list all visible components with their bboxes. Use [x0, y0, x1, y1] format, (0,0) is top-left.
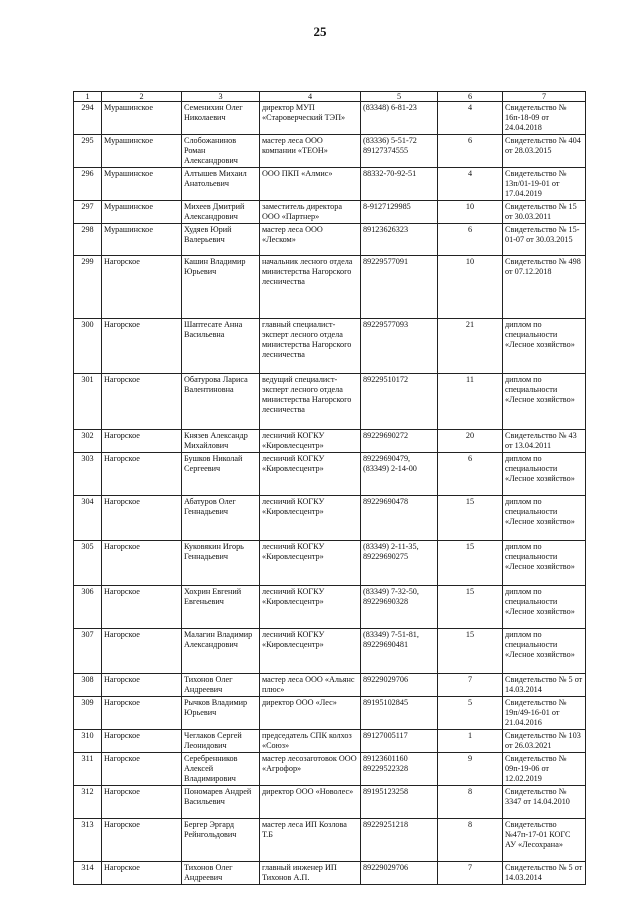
position-cell: лесничий КОГКУ «Кировлесцентр» — [260, 496, 361, 541]
person-name-cell: Рычков Владимир Юрьевич — [182, 697, 260, 730]
column-header: 7 — [503, 92, 586, 102]
table-row — [74, 674, 586, 697]
document-cell: Свидетельство № 16п-18-09 от 24.04.2018 — [503, 102, 586, 135]
phone-cell: 89123601160 89229522328 — [361, 753, 438, 786]
row-number: 301 — [74, 374, 102, 430]
document-cell: диплом по специальности «Лесное хозяйство» — [503, 319, 586, 374]
table-row — [74, 819, 586, 862]
district-cell: Нагорское — [102, 753, 182, 786]
row-number: 296 — [74, 168, 102, 201]
position-cell: ведущий специалист-эксперт лесного отдела министерства Нагорского лесничества — [260, 374, 361, 430]
district-cell: Нагорское — [102, 862, 182, 885]
district-cell: Нагорское — [102, 786, 182, 819]
column-number-row — [74, 92, 586, 102]
registry-table — [73, 91, 586, 885]
district-cell: Нагорское — [102, 629, 182, 674]
phone-cell: 89127005117 — [361, 730, 438, 753]
phone-cell: (83349) 7-32-50, 89229690328 — [361, 586, 438, 629]
document-cell: Свидетельство №47п-17-01 КОГС АУ «Лесохрана» — [503, 819, 586, 862]
table-row — [74, 453, 586, 496]
phone-cell: 88332-70-92-51 — [361, 168, 438, 201]
phone-cell: (83349) 2-11-35, 89229690275 — [361, 541, 438, 586]
phone-cell: (83349) 7-51-81, 89229690481 — [361, 629, 438, 674]
position-cell: директор ООО «Лес» — [260, 697, 361, 730]
row-number: 297 — [74, 201, 102, 224]
person-name-cell: Слобожанинов Роман Александрович — [182, 135, 260, 168]
document-cell: Свидетельство № 404 от 28.03.2015 — [503, 135, 586, 168]
document-cell: Свидетельство № 5 от 14.03.2014 — [503, 674, 586, 697]
person-name-cell: Куковякин Игорь Геннадьевич — [182, 541, 260, 586]
row-number: 299 — [74, 256, 102, 319]
district-cell: Нагорское — [102, 374, 182, 430]
district-cell: Нагорское — [102, 256, 182, 319]
table-row — [74, 753, 586, 786]
person-name-cell: Абатуров Олег Геннадьевич — [182, 496, 260, 541]
row-number: 304 — [74, 496, 102, 541]
document-cell: Свидетельство № 498 от 07.12.2018 — [503, 256, 586, 319]
table-row — [74, 697, 586, 730]
position-cell: директор МУП «Староверческий ТЭП» — [260, 102, 361, 135]
document-cell: диплом по специальности «Лесное хозяйство» — [503, 453, 586, 496]
experience-cell: 21 — [438, 319, 503, 374]
experience-cell: 7 — [438, 862, 503, 885]
table-row — [74, 496, 586, 541]
district-cell: Мурашинское — [102, 168, 182, 201]
district-cell: Мурашинское — [102, 102, 182, 135]
district-cell: Мурашинское — [102, 201, 182, 224]
position-cell: лесничий КОГКУ «Кировлесцентр» — [260, 629, 361, 674]
document-cell: диплом по специальности «Лесное хозяйство» — [503, 586, 586, 629]
experience-cell: 11 — [438, 374, 503, 430]
document-cell: Свидетельство № 103 от 26.03.2021 — [503, 730, 586, 753]
district-cell: Нагорское — [102, 430, 182, 453]
person-name-cell: Серебренников Алексей Владимирович — [182, 753, 260, 786]
person-name-cell: Пономарев Андрей Васильевич — [182, 786, 260, 819]
document-cell: Свидетельство № 43 от 13.04.2011 — [503, 430, 586, 453]
person-name-cell: Хохрин Евгений Евгеньевич — [182, 586, 260, 629]
row-number: 307 — [74, 629, 102, 674]
person-name-cell: Тихонов Олег Андреевич — [182, 862, 260, 885]
experience-cell: 4 — [438, 102, 503, 135]
person-name-cell: Алтышев Михаил Анатольевич — [182, 168, 260, 201]
person-name-cell: Худяев Юрий Валерьевич — [182, 224, 260, 256]
position-cell: лесничий КОГКУ «Кировлесцентр» — [260, 541, 361, 586]
phone-cell: (83336) 5-51-72 89127374555 — [361, 135, 438, 168]
position-cell: лесничий КОГКУ «Кировлесцентр» — [260, 586, 361, 629]
person-name-cell: Обатурова Лариса Валентиновна — [182, 374, 260, 430]
district-cell: Нагорское — [102, 453, 182, 496]
experience-cell: 15 — [438, 629, 503, 674]
phone-cell: (83348) 6-81-23 — [361, 102, 438, 135]
experience-cell: 5 — [438, 697, 503, 730]
table-row — [74, 102, 586, 135]
experience-cell: 7 — [438, 674, 503, 697]
document-cell: Свидетельство № 3347 от 14.04.2010 — [503, 786, 586, 819]
district-cell: Нагорское — [102, 496, 182, 541]
position-cell: председатель СПК колхоз «Союз» — [260, 730, 361, 753]
position-cell: лесничий КОГКУ «Кировлесцентр» — [260, 453, 361, 496]
position-cell: главный инженер ИП Тихонов А.П. — [260, 862, 361, 885]
document-cell: Свидетельство № 13п/01-19-01 от 17.04.2019 — [503, 168, 586, 201]
document-cell: диплом по специальности «Лесное хозяйство» — [503, 541, 586, 586]
table-row — [74, 168, 586, 201]
table-row — [74, 541, 586, 586]
column-header: 5 — [361, 92, 438, 102]
phone-cell: 89229690272 — [361, 430, 438, 453]
position-cell: директор ООО «Новолес» — [260, 786, 361, 819]
row-number: 303 — [74, 453, 102, 496]
registry-rows — [74, 102, 586, 885]
phone-cell: 89229690478 — [361, 496, 438, 541]
row-number: 306 — [74, 586, 102, 629]
row-number: 314 — [74, 862, 102, 885]
table-row — [74, 319, 586, 374]
person-name-cell: Чеглаков Сергей Леонидович — [182, 730, 260, 753]
person-name-cell: Князев Александр Михайлович — [182, 430, 260, 453]
person-name-cell: Шаптесате Анна Васильевна — [182, 319, 260, 374]
table-row — [74, 430, 586, 453]
district-cell: Нагорское — [102, 674, 182, 697]
column-header: 6 — [438, 92, 503, 102]
table-row — [74, 730, 586, 753]
person-name-cell: Бергер Эргард Рейнгольдович — [182, 819, 260, 862]
experience-cell: 15 — [438, 496, 503, 541]
phone-cell: 89229577093 — [361, 319, 438, 374]
position-cell: мастер лесозаготовок ООО «Агрофор» — [260, 753, 361, 786]
document-cell: Свидетельство № 5 от 14.03.2014 — [503, 862, 586, 885]
phone-cell: 8-9127129985 — [361, 201, 438, 224]
position-cell: главный специалист-эксперт лесного отдела министерства Нагорского лесничества — [260, 319, 361, 374]
experience-cell: 6 — [438, 135, 503, 168]
district-cell: Нагорское — [102, 319, 182, 374]
table-row — [74, 786, 586, 819]
table-row — [74, 629, 586, 674]
column-header: 3 — [182, 92, 260, 102]
phone-cell: 89229251218 — [361, 819, 438, 862]
row-number: 308 — [74, 674, 102, 697]
row-number: 305 — [74, 541, 102, 586]
position-cell: мастер леса ООО «Альянс плюс» — [260, 674, 361, 697]
document-cell: Свидетельство № 09п-19-06 от 12.02.2019 — [503, 753, 586, 786]
experience-cell: 9 — [438, 753, 503, 786]
experience-cell: 8 — [438, 786, 503, 819]
position-cell: заместитель директора ООО «Партнер» — [260, 201, 361, 224]
position-cell: мастер леса ООО «Леском» — [260, 224, 361, 256]
document-cell: диплом по специальности «Лесное хозяйство» — [503, 629, 586, 674]
district-cell: Нагорское — [102, 541, 182, 586]
district-cell: Мурашинское — [102, 135, 182, 168]
phone-cell: 89195123258 — [361, 786, 438, 819]
row-number: 295 — [74, 135, 102, 168]
person-name-cell: Тихонов Олег Андреевич — [182, 674, 260, 697]
column-header: 4 — [260, 92, 361, 102]
position-cell: лесничий КОГКУ «Кировлесцентр» — [260, 430, 361, 453]
person-name-cell: Михеев Дмитрий Александрович — [182, 201, 260, 224]
column-header: 1 — [74, 92, 102, 102]
district-cell: Нагорское — [102, 586, 182, 629]
row-number: 302 — [74, 430, 102, 453]
column-header: 2 — [102, 92, 182, 102]
district-cell: Мурашинское — [102, 224, 182, 256]
phone-cell: 89229510172 — [361, 374, 438, 430]
table-row — [74, 224, 586, 256]
phone-cell: 89229577091 — [361, 256, 438, 319]
experience-cell: 10 — [438, 201, 503, 224]
person-name-cell: Кашин Владимир Юрьевич — [182, 256, 260, 319]
person-name-cell: Малагин Владимир Александрович — [182, 629, 260, 674]
person-name-cell: Бушков Николай Сергеевич — [182, 453, 260, 496]
experience-cell: 8 — [438, 819, 503, 862]
experience-cell: 20 — [438, 430, 503, 453]
document-cell: Свидетельство № 15 от 30.03.2011 — [503, 201, 586, 224]
phone-cell: 89123626323 — [361, 224, 438, 256]
district-cell: Нагорское — [102, 819, 182, 862]
table-row — [74, 256, 586, 319]
experience-cell: 4 — [438, 168, 503, 201]
experience-cell: 1 — [438, 730, 503, 753]
position-cell: мастер леса ИП Козлова Т.Б — [260, 819, 361, 862]
row-number: 311 — [74, 753, 102, 786]
position-cell: мастер леса ООО компании «ТЕОН» — [260, 135, 361, 168]
row-number: 310 — [74, 730, 102, 753]
experience-cell: 15 — [438, 541, 503, 586]
row-number: 300 — [74, 319, 102, 374]
document-cell: Свидетельство № 19п/49-16-01 от 21.04.2016 — [503, 697, 586, 730]
experience-cell: 10 — [438, 256, 503, 319]
district-cell: Нагорское — [102, 697, 182, 730]
page-number: 25 — [313, 24, 327, 39]
table-row — [74, 374, 586, 430]
phone-cell: 89229690479, (83349) 2-14-00 — [361, 453, 438, 496]
experience-cell: 6 — [438, 224, 503, 256]
table-row — [74, 586, 586, 629]
table-row — [74, 201, 586, 224]
phone-cell: 89195102845 — [361, 697, 438, 730]
document-cell: диплом по специальности «Лесное хозяйство» — [503, 496, 586, 541]
person-name-cell: Семенихин Олег Николаевич — [182, 102, 260, 135]
experience-cell: 6 — [438, 453, 503, 496]
district-cell: Нагорское — [102, 730, 182, 753]
row-number: 312 — [74, 786, 102, 819]
phone-cell: 89229029706 — [361, 862, 438, 885]
table-row — [74, 862, 586, 885]
experience-cell: 15 — [438, 586, 503, 629]
position-cell: ООО ПКП «Алмис» — [260, 168, 361, 201]
position-cell: начальник лесного отдела министерства Нагорского лесничества — [260, 256, 361, 319]
document-cell: Свидетельство № 15-01-07 от 30.03.2015 — [503, 224, 586, 256]
row-number: 294 — [74, 102, 102, 135]
phone-cell: 89229029706 — [361, 674, 438, 697]
document-cell: диплом по специальности «Лесное хозяйство» — [503, 374, 586, 430]
row-number: 309 — [74, 697, 102, 730]
row-number: 313 — [74, 819, 102, 862]
row-number: 298 — [74, 224, 102, 256]
table-row — [74, 135, 586, 168]
